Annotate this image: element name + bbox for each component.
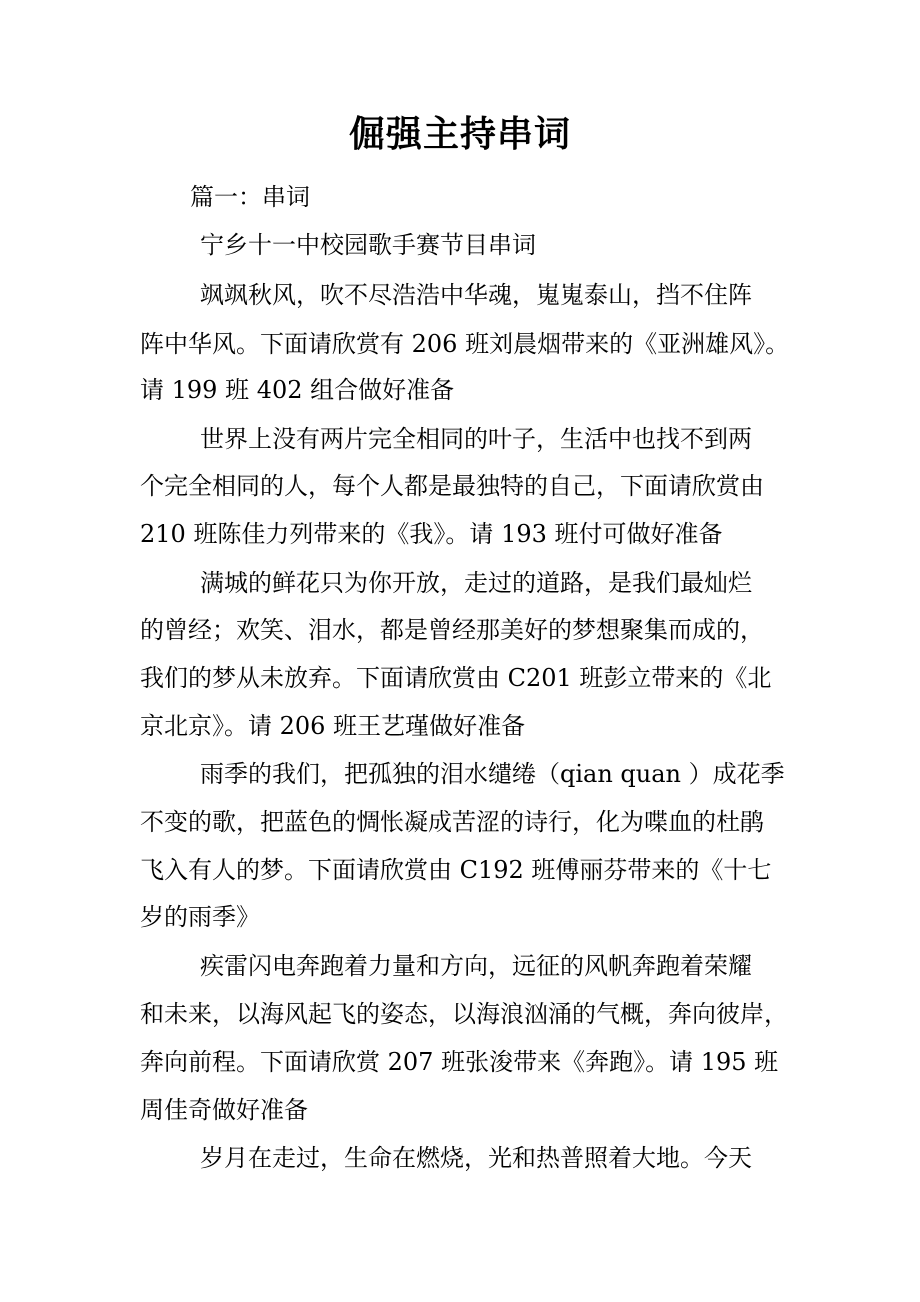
paragraph-line: 飞入有人的梦。下面请欣赏由 C192 班傅丽芬带来的《十七: [140, 856, 772, 884]
paragraph-line: 周佳奇做好准备: [140, 1096, 308, 1124]
paragraph-line: 请 199 班 402 组合做好准备: [140, 376, 455, 404]
paragraph-line: 满城的鲜花只为你开放，走过的道路，是我们最灿烂: [200, 569, 752, 597]
paragraph-line: 雨季的我们，把孤独的泪水缱绻（qian quan ）成花季: [200, 760, 785, 788]
paragraph-line: 世界上没有两片完全相同的叶子，生活中也找不到两: [200, 425, 752, 453]
paragraph-line: 不变的歌，把蓝色的惆怅凝成苦涩的诗行，化为喋血的杜鹃: [140, 808, 764, 836]
paragraph-line: 阵中华风。下面请欣赏有 206 班刘晨烟带来的《亚洲雄风》。: [140, 330, 790, 358]
document-subtitle: 宁乡十一中校园歌手赛节目串词: [200, 231, 536, 259]
paragraph-line: 疾雷闪电奔跑着力量和方向，远征的风帆奔跑着荣耀: [200, 952, 752, 980]
paragraph-line: 的曾经；欢笑、泪水，都是曾经那美好的梦想聚集而成的，: [140, 616, 764, 644]
paragraph-line: 我们的梦从未放弃。下面请欣赏由 C201 班彭立带来的《北: [140, 664, 772, 692]
section-heading: 篇一：串词: [190, 183, 310, 211]
paragraph-line: 210 班陈佳力列带来的《我》。请 193 班付可做好准备: [140, 520, 723, 548]
paragraph-line: 飒飒秋风，吹不尽浩浩中华魂，嵬嵬泰山，挡不住阵: [200, 281, 752, 309]
paragraph-line: 岁的雨季》: [140, 903, 260, 931]
paragraph-line: 京北京》。请 206 班王艺瑾做好准备: [140, 712, 526, 740]
paragraph-line: 和未来，以海风起飞的姿态，以海浪汹涌的气概，奔向彼岸，: [140, 1000, 788, 1028]
document-title: 倔强主持串词: [348, 113, 571, 155]
paragraph-line: 岁月在走过，生命在燃烧，光和热普照着大地。今天: [200, 1144, 752, 1172]
paragraph-line: 个完全相同的人，每个人都是最独特的自己，下面请欣赏由: [140, 472, 764, 500]
paragraph-line: 奔向前程。下面请欣赏 207 班张浚带来《奔跑》。请 195 班: [140, 1048, 779, 1076]
